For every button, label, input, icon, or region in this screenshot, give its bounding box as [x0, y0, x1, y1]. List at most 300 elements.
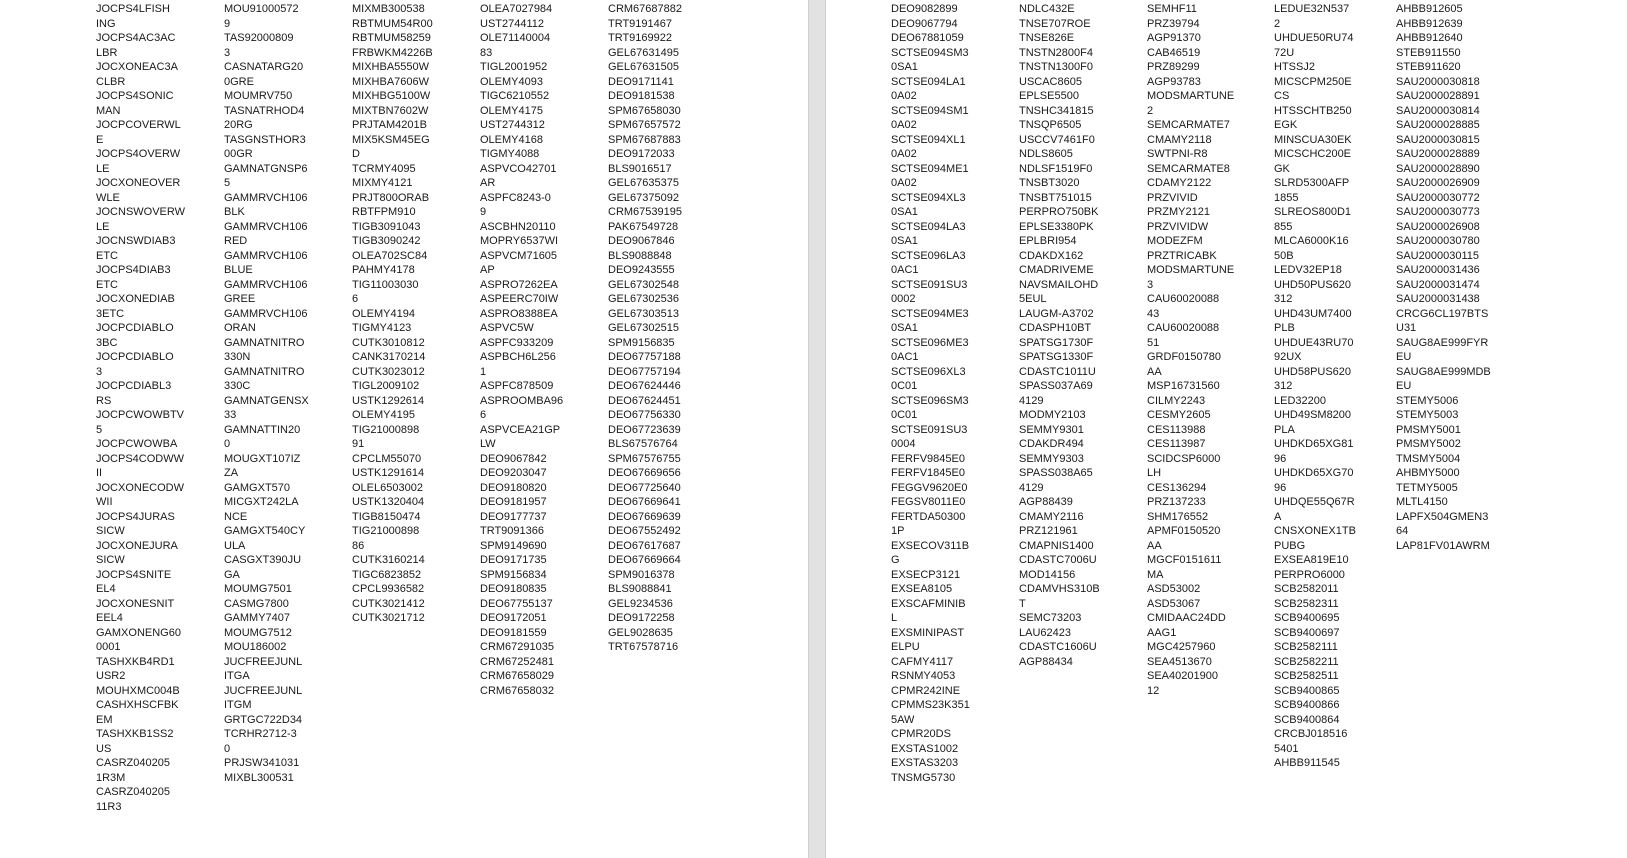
product-code: LEDUE32N537 2 — [1274, 3, 1350, 30]
product-code: SPM67576755 — [608, 452, 681, 465]
product-code: PRZMY2121 — [1147, 206, 1210, 218]
product-code: STEB911550 — [1396, 46, 1461, 59]
product-code: USTK1320404 — [352, 496, 425, 508]
product-code: SCTSE096XL3 0C01 — [891, 365, 966, 392]
product-code: SAUG8AE999FYR EU — [1396, 336, 1489, 363]
product-code: CES113988 — [1147, 423, 1206, 436]
product-code: DEO9082899 — [891, 3, 958, 15]
product-code: GEL67302515 — [608, 322, 679, 334]
product-code: MSP16731560 — [1147, 380, 1220, 392]
product-code: TRT9169922 — [608, 32, 673, 44]
product-code: LEDV32EP18 — [1274, 264, 1342, 276]
product-code: GAMNATTIN20 0 — [224, 423, 301, 450]
product-code: DEO67669664 — [608, 554, 681, 566]
product-code: OLEL6503002 — [352, 481, 423, 494]
product-code: PRJTAM4201B — [352, 119, 427, 131]
product-code: ASPRO8388EA — [480, 307, 558, 320]
product-code: AHBB912639 — [1396, 17, 1463, 30]
product-code: SPATSG1730F — [1019, 336, 1094, 349]
product-code: JOCNSWDIAB3 ETC — [96, 235, 176, 262]
right-page — [826, 0, 1627, 858]
product-code: DEO9172033 — [608, 148, 675, 160]
product-code: MOUMG7512 — [224, 626, 292, 639]
product-code: EXSMINIPAST ELPU — [891, 626, 965, 653]
product-code: MOPRY6537WI — [480, 235, 559, 247]
product-code: MODSMARTUNE 3 — [1147, 264, 1235, 291]
product-code: GAMMY7407 — [224, 612, 291, 624]
product-code: OLEMY4175 — [480, 104, 543, 117]
product-code: CASRZ040205 11R3 — [96, 786, 170, 813]
product-code: SCTSE094ME1 0A02 — [891, 162, 969, 189]
product-code: SAU2000030815 — [1396, 133, 1480, 146]
product-code: SAU2000028885 — [1396, 119, 1480, 131]
code-column-10 — [1396, 2, 1491, 553]
product-code: GAMMRVCH106 ORAN — [224, 307, 308, 334]
product-code: JOCXONECODW WII — [96, 481, 184, 508]
product-code: CDAKDX162 — [1019, 249, 1084, 262]
product-code: MOD14156 — [1019, 568, 1076, 581]
product-code: MIXBL300531 — [224, 771, 294, 784]
product-code: SAU2000030773 — [1396, 206, 1480, 218]
product-code: SWTPNI-R8 — [1147, 148, 1208, 160]
product-code: CAU60020088 51 — [1147, 322, 1220, 349]
product-code: TIGC6823852 — [352, 568, 422, 581]
product-code: SCTSE094SM3 0SA1 — [891, 46, 969, 73]
product-code: GRDF0150780 AA — [1147, 351, 1221, 378]
product-code: DEO9181538 — [608, 90, 675, 102]
product-code: PRZ89299 — [1147, 61, 1200, 73]
product-code: OLEMY4093 — [480, 75, 543, 88]
product-code: ASD53067 — [1147, 597, 1201, 610]
product-code: EPLSE3380PK — [1019, 220, 1094, 233]
product-code: PRZVIVID — [1147, 191, 1198, 204]
product-code: ASPROOMBA96 6 — [480, 394, 564, 421]
product-code: DEO67757194 — [608, 365, 681, 378]
product-code: GAMGXT570 — [224, 481, 291, 494]
product-code: BLS9088841 — [608, 583, 672, 595]
product-code: DEO9172051 — [480, 612, 547, 624]
product-code: SAU2000026909 — [1396, 177, 1480, 189]
product-code: JOCPS4SONIC MAN — [96, 90, 174, 117]
code-column-8 — [1147, 2, 1235, 698]
product-code: CRM67687882 — [608, 3, 682, 15]
product-code: SCB2582011 — [1274, 583, 1339, 595]
product-code: ASPFC933209 — [480, 336, 554, 349]
product-code: UHDQE55Q67R A — [1274, 496, 1355, 523]
product-code: TAS92000809 3 — [224, 32, 294, 59]
product-code: DEO67725640 — [608, 481, 681, 494]
product-code: SCTSE096ME3 0AC1 — [891, 336, 969, 363]
product-code: JOCPS4SNITE EL4 — [96, 568, 172, 595]
product-code: PRJSW341031 — [224, 757, 300, 769]
product-code: ASPVCM71605 AP — [480, 249, 558, 276]
product-code: DEO9203047 — [480, 467, 547, 479]
product-code: MOUMRV750 — [224, 90, 293, 102]
product-code: CASGXT390JU GA — [224, 554, 302, 581]
product-code: NDLC432E — [1019, 3, 1075, 15]
product-code: EXSECOV311B G — [891, 539, 970, 566]
product-code: SAUG8AE999MDB EU — [1396, 365, 1491, 392]
product-code: CPMR20DS — [891, 728, 951, 740]
product-code: APMF0150520 AA — [1147, 525, 1221, 552]
product-code: UHD58PUS620 312 — [1274, 365, 1352, 392]
product-code: DEO9180820 — [480, 481, 547, 494]
product-code: ASD53002 — [1147, 583, 1201, 595]
product-code: ASPRO7262EA — [480, 278, 558, 291]
product-code: MOUHXMC004B — [96, 684, 180, 697]
product-code: TASHXKB4RD1 USR2 — [96, 655, 175, 682]
product-code: DEO67669641 — [608, 496, 681, 508]
product-code: GEL67302536 — [608, 293, 679, 305]
product-code: ASPVCO42701 AR — [480, 162, 557, 189]
product-code: DEO67669656 — [608, 467, 681, 479]
product-code: EXSEA819E10 — [1274, 554, 1349, 566]
product-code: SCTSE094XL1 0A02 — [891, 133, 966, 160]
code-column-9 — [1274, 2, 1356, 771]
product-code: MIXHBA7606W — [352, 75, 430, 88]
product-code: CMAPNIS1400 — [1019, 539, 1094, 552]
product-code: LAU62423 — [1019, 626, 1071, 639]
product-code: PRZ39794 — [1147, 17, 1200, 30]
product-code: UHDUE43RU70 92UX — [1274, 336, 1354, 363]
product-code: SAU2000031436 — [1396, 264, 1480, 276]
product-code: MINSCUA30EK — [1274, 133, 1352, 146]
product-code: UST2744112 — [480, 17, 545, 30]
product-code: PMSMY5002 — [1396, 438, 1461, 450]
product-code: MICGXT242LA NCE — [224, 496, 299, 523]
product-code: CAB46519 — [1147, 46, 1201, 59]
product-code: JOCPS4LFISH ING — [96, 3, 170, 30]
product-code: TNSE826E — [1019, 32, 1075, 44]
product-code: JOCPS4JURAS SICW — [96, 510, 175, 537]
product-code: DEO9171141 — [608, 75, 674, 88]
product-code: DEO9181957 — [480, 496, 547, 508]
product-code: JOCPS4AC3AC LBR — [96, 32, 176, 59]
product-code: OLEA7027984 — [480, 3, 553, 15]
product-code: OLE71140004 83 — [480, 32, 551, 59]
product-code: SLREOS800D1 855 — [1274, 206, 1352, 233]
product-code: TIG21000898 91 — [352, 423, 420, 450]
product-code: UHDUE50RU74 72U — [1274, 32, 1354, 59]
product-code: SCB9400866 — [1274, 699, 1340, 711]
product-code: PERPRO6000 — [1274, 568, 1345, 581]
product-code: GAMNATGENSX 33 — [224, 394, 309, 421]
product-code: CRM67291035 — [480, 641, 554, 653]
product-code: CDAKDR494 — [1019, 438, 1084, 450]
product-code: DEO9067842 — [480, 452, 547, 465]
product-code: CANK3170214 — [352, 351, 426, 363]
product-code: TIGC6210552 — [480, 90, 550, 102]
product-code: SCTSE091SU3 0004 — [891, 423, 968, 450]
product-code: BLS9016517 — [608, 162, 672, 175]
product-code: JOCXONESNIT EEL4 — [96, 597, 175, 624]
product-code: MODSMARTUNE 2 — [1147, 90, 1235, 117]
product-code: RBTMUM54R00 — [352, 17, 433, 30]
product-code: GAMGXT540CY ULA — [224, 525, 306, 552]
code-column-1 — [96, 2, 186, 814]
product-code: MIX5KSM45EG D — [352, 133, 430, 160]
product-code: CASHXHSCFBK EM — [96, 699, 179, 726]
product-code: USCAC8605 — [1019, 75, 1082, 88]
product-code: SPASS038A65 4129 — [1019, 467, 1093, 494]
product-code: SAU2000031474 — [1396, 278, 1480, 291]
product-code: BLS67576764 — [608, 438, 678, 450]
product-code: CMADRIVEME — [1019, 264, 1094, 276]
product-code: CES113987 — [1147, 438, 1206, 450]
product-code: CAU60020088 43 — [1147, 293, 1220, 320]
product-code: ASPFC8243-0 9 — [480, 191, 551, 218]
product-code: SPM9149690 — [480, 539, 547, 552]
product-code: JOCXONEOVER WLE — [96, 177, 181, 204]
product-code: SEMMY9303 — [1019, 452, 1084, 465]
product-code: SCTSE094LA3 0SA1 — [891, 220, 966, 247]
product-code: FERTDA50300 1P — [891, 510, 966, 537]
product-code: JOCXONEDIAB 3ETC — [96, 293, 175, 320]
product-code: CPMR242INE — [891, 684, 961, 697]
product-code: CMAMY2116 — [1019, 510, 1084, 523]
product-code: TIG21000898 86 — [352, 525, 420, 552]
product-code: BLS9088848 — [608, 249, 672, 262]
product-code: DEO9067794 — [891, 17, 958, 30]
product-code: GAMMRVCH106 BLK — [224, 191, 308, 218]
product-code: TNSBT751015 — [1019, 191, 1092, 204]
product-code: GRTGC722D34 — [224, 713, 303, 726]
product-code: DEO67723639 — [608, 423, 681, 436]
product-code: CDAMVHS310B T — [1019, 583, 1100, 610]
product-code: TMSMY5004 — [1396, 452, 1461, 465]
product-code: USTK1292614 — [352, 394, 425, 407]
product-code: TNSHC341815 — [1019, 104, 1094, 117]
product-code: STEB911620 — [1396, 61, 1461, 73]
product-code: CMIDAAC24DD AAG1 — [1147, 612, 1226, 639]
product-code: SAU2000026908 — [1396, 220, 1480, 233]
product-code: CASRZ040205 1R3M — [96, 757, 170, 784]
product-code: SCB9400695 — [1274, 612, 1340, 624]
product-code: RBTFPM910 — [352, 206, 416, 218]
product-code: DEO9177737 — [480, 510, 547, 523]
product-code: CDASPH10BT — [1019, 322, 1092, 334]
product-code: ASPFC878509 — [480, 380, 554, 392]
product-code: CDAMY2122 — [1147, 177, 1212, 189]
product-code: SPM9156834 — [480, 568, 547, 581]
product-code: FRBWKM4226B — [352, 46, 433, 59]
product-code: SAU2000028891 — [1396, 90, 1480, 102]
product-code: MIXTBN7602W — [352, 104, 429, 117]
product-code: MOU186002 — [224, 641, 287, 653]
product-code: SPATSG1330F — [1019, 351, 1094, 363]
product-code: CILMY2243 — [1147, 394, 1206, 407]
product-code: GEL67375092 — [608, 191, 679, 204]
product-code: TRT9091366 — [480, 525, 545, 537]
product-code: JOCPCWOWBA — [96, 438, 178, 450]
product-code: TIGB3091043 — [352, 220, 421, 233]
product-code: SCB2582311 — [1274, 597, 1339, 610]
product-code: JOCPCDIABLO 3 — [96, 351, 174, 378]
product-code: MICSCHC200E GK — [1274, 148, 1352, 175]
product-code: USCCV7461F0 — [1019, 133, 1095, 146]
product-code: GAMXONENG60 0001 — [96, 626, 181, 653]
product-code: CUTK3021712 — [352, 612, 425, 624]
product-code: DEO9181559 — [480, 626, 547, 639]
product-code: MIXHBA5550W — [352, 61, 430, 73]
product-code: HTSSJ2 — [1274, 61, 1315, 73]
product-code: FERFV1845E0 — [891, 467, 965, 479]
product-code: SEMC73203 — [1019, 612, 1082, 624]
product-code: GEL67635375 — [608, 177, 679, 189]
product-code: FEGGV9620E0 — [891, 481, 968, 494]
product-code: DEO67617687 — [608, 539, 681, 552]
product-code: AGP91370 — [1147, 32, 1201, 44]
product-code: TNSTN2800F4 — [1019, 46, 1093, 59]
product-code: GAMMRVCH106 RED — [224, 220, 308, 247]
product-code: SPM9156835 — [608, 336, 675, 349]
product-code: DEO67881059 — [891, 32, 964, 44]
product-code: CPCLM55070 — [352, 452, 422, 465]
product-code: EXSTAS3203 — [891, 757, 959, 769]
product-code: SCB9400697 — [1274, 626, 1340, 639]
product-code: GAMMRVCH106 BLUE — [224, 249, 308, 276]
product-code: ASPEERC70IW — [480, 293, 559, 305]
product-code: CRCG6CL197BTS U31 — [1396, 307, 1489, 334]
product-code: GEL9028635 — [608, 626, 673, 639]
product-code: UHD49SM8200 PLA — [1274, 409, 1352, 436]
product-code: PRZ121961 — [1019, 525, 1078, 537]
product-code: AGP88439 — [1019, 496, 1073, 508]
product-code: MLCA6000K16 50B — [1274, 235, 1349, 262]
product-code: GAMNATNITRO 330N — [224, 336, 305, 363]
product-code: RSNMY4053 — [891, 670, 956, 682]
product-code: FEGSV8011E0 — [891, 496, 966, 508]
product-code: SPM67657572 — [608, 119, 681, 131]
product-code: DEO67552492 — [608, 525, 681, 537]
product-code: TASNATRHOD4 20RG — [224, 104, 305, 131]
code-column-4 — [480, 2, 564, 698]
product-code: SCTSE094SM1 0A02 — [891, 104, 969, 131]
code-column-6 — [891, 2, 970, 785]
product-code: MGC4257960 — [1147, 641, 1216, 653]
product-code: ASPVC5W — [480, 322, 534, 334]
product-code: SPM67687883 — [608, 133, 681, 146]
product-code: UST2744312 — [480, 119, 545, 131]
product-code: CRCBJ018516 5401 — [1274, 728, 1348, 755]
product-code: ASPBCH6L256 1 — [480, 351, 556, 378]
product-code: PAHMY4178 — [352, 264, 415, 276]
product-code: TNSBT3020 — [1019, 177, 1080, 189]
product-code: CRM67658029 — [480, 670, 554, 682]
product-code: CRM67539195 — [608, 206, 682, 218]
product-code: MIXMB300538 — [352, 3, 425, 15]
product-code: RBTMUM58259 — [352, 32, 431, 44]
product-code: SEA4513670 — [1147, 655, 1212, 668]
product-code: SCTSE094XL3 0SA1 — [891, 191, 966, 218]
product-code: PRZ137233 — [1147, 496, 1206, 508]
product-code: CUTK3023012 — [352, 365, 425, 378]
product-code: SCIDCSP6000 LH — [1147, 452, 1221, 479]
code-column-3 — [352, 2, 433, 626]
product-code: AHBMY5000 — [1396, 467, 1460, 479]
product-code: PRZTRICABK — [1147, 249, 1217, 262]
product-code: PAK67549728 — [608, 220, 679, 233]
product-code: MICSCPM250E CS — [1274, 75, 1352, 102]
product-code: NDLS8605 — [1019, 148, 1073, 160]
product-code: NDLSF1519F0 — [1019, 162, 1093, 175]
product-code: AHBB912640 — [1396, 32, 1463, 44]
product-code: TIGB3090242 — [352, 235, 421, 247]
product-code: USTK1291614 — [352, 467, 425, 479]
product-code: SCB9400865 — [1274, 684, 1340, 697]
product-code: DEO9180835 — [480, 583, 547, 595]
product-code: AGP88434 — [1019, 655, 1073, 668]
product-code: TIGMY4088 — [480, 148, 540, 160]
product-code: SEMHF11 — [1147, 3, 1197, 15]
product-code: TASGNSTHOR3 00GR — [224, 133, 306, 160]
product-code: AHBB911545 — [1274, 757, 1340, 769]
product-code: SEMCARMATE8 — [1147, 162, 1230, 175]
product-code: MLTL4150 — [1396, 496, 1448, 508]
product-code: GEL67631495 — [608, 46, 679, 59]
product-code: GAMNATGNSP6 5 — [224, 162, 308, 189]
product-code: SCB2582511 — [1274, 670, 1339, 682]
product-code: TRT67578716 — [608, 641, 679, 653]
product-code: JOCPCDIABL3 RS — [96, 380, 172, 407]
product-code: SCTSE096LA3 0AC1 — [891, 249, 966, 276]
product-code: SAU2000030115 — [1396, 249, 1479, 262]
product-code: JOCNSWOVERW LE — [96, 206, 186, 233]
product-code: TIG11003030 6 — [352, 278, 419, 305]
product-code: TASHXKB1SS2 US — [96, 728, 174, 755]
product-code: PMSMY5001 — [1396, 423, 1461, 436]
product-code: GAMMRVCH106 GREE — [224, 278, 308, 305]
product-code: UHD50PUS620 312 — [1274, 278, 1352, 305]
product-code: CRM67252481 — [480, 655, 554, 668]
product-code: CESMY2605 — [1147, 409, 1211, 421]
product-code: OLEA702SC84 — [352, 249, 428, 262]
product-code: CRM67658032 — [480, 684, 554, 697]
product-code: TIGB8150474 — [352, 510, 421, 523]
product-code: JOCPCWOWBTV 5 — [96, 409, 184, 436]
product-code: TNSMG5730 — [891, 771, 956, 784]
product-code: CES136294 — [1147, 481, 1207, 494]
product-code: JUCFREEJUNL ITGA — [224, 655, 303, 682]
product-code: MIXHBG5100W — [352, 90, 431, 102]
product-code: LAUGM-A3702 — [1019, 307, 1094, 320]
product-code: GEL67302548 — [608, 278, 679, 291]
product-code: PRZVIVIDW — [1147, 220, 1209, 233]
product-code: MODEZFM — [1147, 235, 1203, 247]
product-code: SPM9016378 — [608, 568, 675, 581]
product-code: CUTK3021412 — [352, 597, 425, 610]
product-code: SAU2000030780 — [1396, 235, 1480, 247]
product-code: JOCPS4OVERW LE — [96, 148, 181, 175]
product-code: SAU2000031438 — [1396, 293, 1480, 305]
product-code: STEMY5003 — [1396, 409, 1459, 421]
product-code: MODMY2103 — [1019, 409, 1086, 421]
product-code: TIGMY4123 — [352, 322, 412, 334]
product-code: EPLSE5500 — [1019, 90, 1079, 102]
product-code: SLRD5300AFP 1855 — [1274, 177, 1350, 204]
product-code: JOCPS4DIAB3 ETC — [96, 264, 171, 291]
product-code: EXSCAFMINIB L — [891, 597, 966, 624]
product-code: SPM67658030 — [608, 104, 681, 117]
product-code: SEA40201900 12 — [1147, 670, 1218, 697]
product-code: CASNATARG20 0GRE — [224, 61, 304, 88]
product-code: GEL67303513 — [608, 307, 679, 320]
product-code: DEO67755137 — [480, 597, 553, 610]
product-code: NAVSMAILOHD 5EUL — [1019, 278, 1099, 305]
product-code: SAU2000028890 — [1396, 162, 1480, 175]
product-code: PERPRO750BK — [1019, 206, 1099, 218]
code-column-5 — [608, 2, 694, 655]
